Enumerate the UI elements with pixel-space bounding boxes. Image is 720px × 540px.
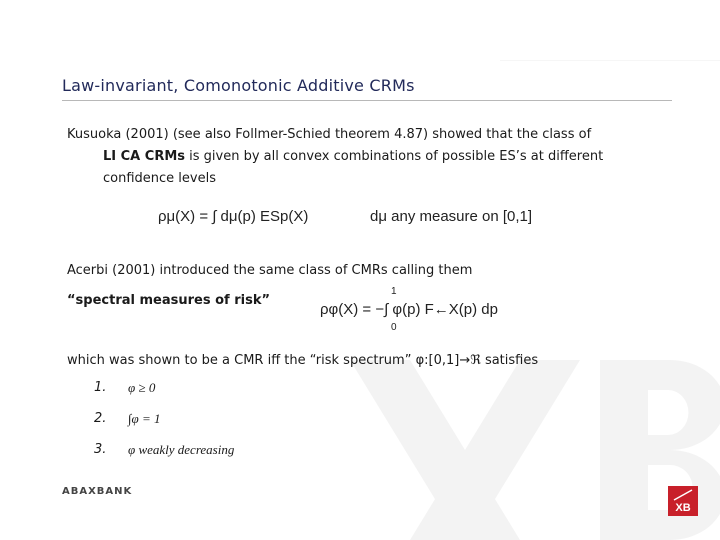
formula-spectral: ρφ(X) = −∫ φ(p) F←X(p) dp — [320, 301, 498, 318]
para1-line2-rest: is given by all convex combinations of possible ES’s at different — [185, 149, 604, 164]
slide-title: Law-invariant, Comonotonic Additive CRMs — [62, 76, 415, 95]
formula-kusuoka-note: dμ any measure on [0,1] — [370, 208, 533, 225]
formula-kusuoka: ρμ(X) = ∫ dμ(p) ESp(X) — [158, 208, 309, 225]
para1-line2 — [67, 146, 603, 168]
paragraph-kusuoka — [67, 124, 603, 190]
para1-line1: Kusuoka (2001) (see also Follmer-Schied theorem 4.87) showed that the class of — [67, 127, 592, 142]
para1-line3: confidence levels — [103, 171, 216, 186]
list-number-1: 1. — [94, 380, 107, 395]
list-number-2: 2. — [94, 411, 107, 426]
spectral-measures-label: “spectral measures of risk” — [67, 293, 271, 308]
integral-lower-limit: 0 — [391, 322, 397, 333]
svg-text:XB: XB — [675, 502, 691, 514]
title-divider — [62, 100, 672, 101]
list-text-2: ∫φ = 1 — [128, 411, 161, 426]
list-text-1: φ ≥ 0 — [128, 380, 156, 395]
list-text-3: φ weakly decreasing — [128, 442, 235, 457]
xb-logo-icon — [668, 486, 698, 516]
abaxbank-logo: ABAXBANK — [62, 486, 133, 497]
integral-upper-limit: 1 — [391, 286, 397, 297]
paragraph-acerbi: Acerbi (2001) introduced the same class of CMRs calling them — [67, 263, 473, 278]
paragraph-risk-spectrum: which was shown to be a CMR iff the “risk spectrum” φ:[0,1]→ℜ satisfies — [67, 353, 539, 368]
para1-bold: LI CA CRMs — [103, 149, 185, 164]
list-number-3: 3. — [94, 442, 107, 457]
